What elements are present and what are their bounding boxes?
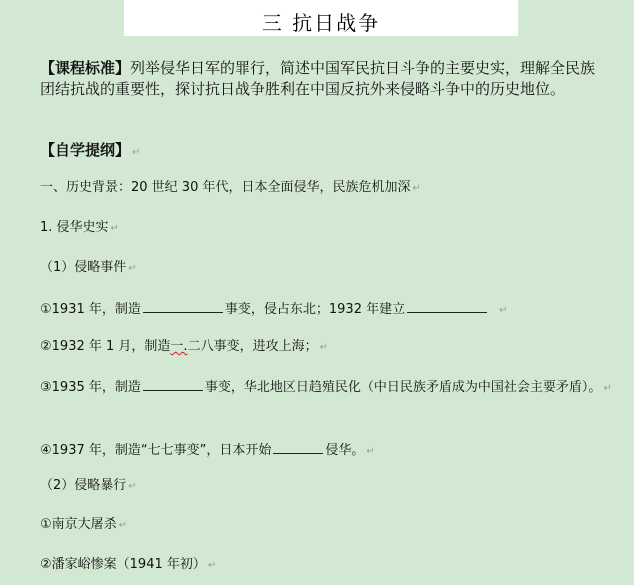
return-mark: ↵ (499, 305, 508, 316)
fill-blank[interactable] (143, 376, 203, 391)
return-mark: ↵ (128, 263, 137, 274)
return-mark: ↵ (132, 147, 141, 158)
return-mark: ↵ (412, 183, 421, 194)
line-atrocities (40, 477, 137, 496)
line-1937-text-b: 侵华。 (325, 443, 365, 458)
line-1931-text-a: ①1931 年，制造 (40, 302, 141, 317)
return-mark: ↵ (118, 520, 128, 531)
line-invasion-events-text: （1）侵略事件 (40, 260, 127, 275)
title-box (124, 0, 518, 36)
return-mark: ↵ (207, 560, 217, 571)
line-1931-text-b: 事变，侵占东北；1932 年建立 (224, 302, 406, 317)
return-mark: ↵ (603, 383, 612, 394)
fill-blank[interactable] (143, 298, 223, 313)
return-mark: ↵ (128, 481, 137, 492)
outline-label: 【自学提纲】 (40, 141, 131, 159)
line-panjiayu (40, 556, 216, 575)
line-atrocities-text: （2）侵略暴行 (40, 478, 127, 493)
line-invasion-facts (40, 219, 119, 238)
outline-heading (40, 141, 140, 162)
line-1931 (40, 298, 507, 320)
line-1935 (40, 376, 612, 398)
line-1932-text-c: 二八事变，进攻上海； (187, 339, 318, 354)
line-invasion-events (40, 259, 137, 278)
line-1935-text-a: ③1935 年，制造 (40, 380, 141, 395)
line-nanjing (40, 516, 127, 535)
line-1932 (40, 338, 328, 357)
fill-blank[interactable] (273, 439, 323, 454)
line-1932-text-a: ②1932 年 1 月，制造 (40, 339, 171, 354)
course-standard-label: 【课程标准】 (40, 59, 131, 77)
return-mark: ↵ (319, 342, 328, 353)
course-standard (40, 58, 610, 100)
line-1935-text-b: 事变，华北地区日趋殖民化（中日民族矛盾成为中国社会主要矛盾）。 (204, 380, 602, 395)
course-standard-text: 列举侵华日军的罪行，简述中国军民抗日斗争的主要史实，理解全民族团结抗战的重要性，探讨抗日战争胜利在中国反抗外来侵略斗争中的历史地位。 (40, 59, 596, 98)
spellcheck-mark: 一. (170, 339, 188, 354)
line-panjiayu-text: ②潘家峪惨案（1941 年初） (40, 557, 206, 572)
line-1937-text-a: ④1937 年，制造“七七事变”，日本开始 (40, 443, 272, 458)
line-background (40, 179, 421, 198)
line-1937 (40, 439, 375, 461)
line-background-text: 一、历史背景：20 世纪 30 年代，日本全面侵华，民族危机加深 (40, 180, 411, 195)
return-mark: ↵ (366, 446, 375, 457)
return-mark: ↵ (110, 223, 119, 234)
line-nanjing-text: ①南京大屠杀 (40, 517, 117, 532)
line-invasion-facts-text: 1. 侵华史实 (40, 220, 109, 235)
fill-blank[interactable] (407, 298, 487, 313)
page-title: 三 抗日战争 (261, 11, 381, 35)
